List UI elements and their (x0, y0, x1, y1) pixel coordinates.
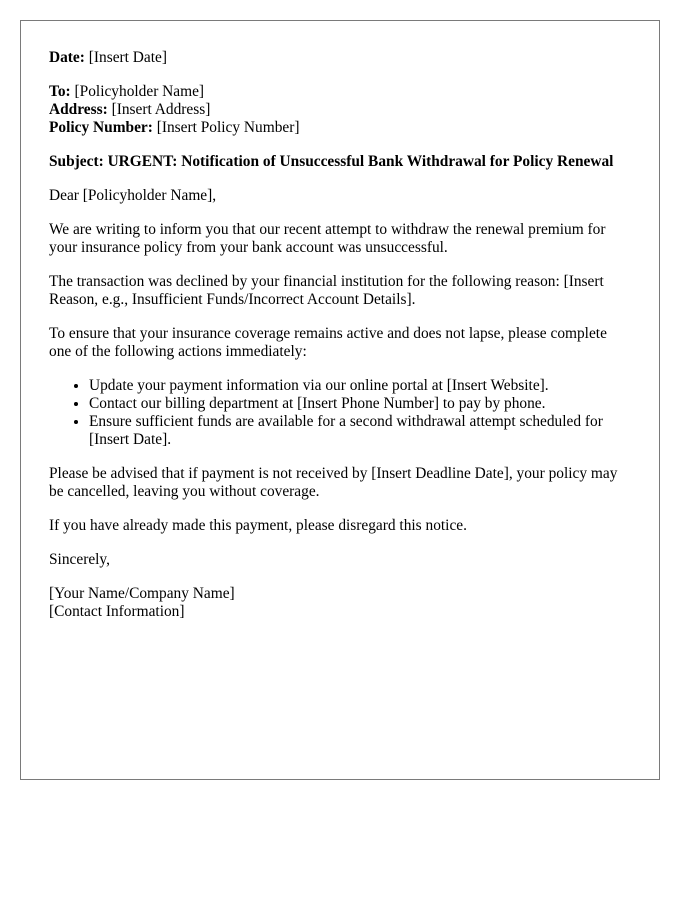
letter-page (20, 20, 660, 780)
paragraph-required-actions: To ensure that your insurance coverage remains active and does not lapse, please complete one of the following actions immediately: (49, 325, 607, 360)
salutation: Dear [Policyholder Name], (49, 187, 217, 204)
signature-contact: [Contact Information] (49, 603, 185, 620)
list-item: • Update your payment information via our online portal at [Insert Website]. (89, 377, 631, 395)
address-line (49, 101, 631, 119)
sign-off: Sincerely, (49, 551, 110, 568)
policy-number-value: [Insert Policy Number] (156, 119, 300, 136)
date-line (49, 49, 631, 67)
to-line (49, 83, 631, 101)
list-item: • Contact our billing department at [Insert Phone Number] to pay by phone. (89, 395, 631, 413)
signature-name: [Your Name/Company Name] (49, 585, 235, 602)
address-value: [Insert Address] (111, 101, 211, 118)
to-label: To: (49, 83, 71, 100)
recipient-block (49, 83, 631, 137)
date-value: [Insert Date] (88, 49, 167, 66)
date-label: Date: (49, 49, 85, 66)
subject-line: Subject: URGENT: Notification of Unsuccessful Bank Withdrawal for Policy Renewal (49, 153, 614, 170)
paragraph-cancellation-warning: Please be advised that if payment is not received by [Insert Deadline Date], your policy may be cancelled, leaving you without coverage. (49, 465, 618, 500)
actions-list (49, 377, 631, 449)
policy-number-line (49, 119, 631, 137)
address-label: Address: (49, 101, 108, 118)
to-value: [Policyholder Name] (74, 83, 205, 100)
paragraph-disregard-notice: If you have already made this payment, please disregard this notice. (49, 517, 467, 534)
policy-number-label: Policy Number: (49, 119, 153, 136)
paragraph-withdrawal-failed: We are writing to inform you that our recent attempt to withdraw the renewal premium for your insurance policy from your bank account was unsuccessful. (49, 221, 606, 256)
list-item: • Ensure sufficient funds are available for a second withdrawal attempt scheduled for [Insert Date]. (89, 413, 631, 449)
paragraph-decline-reason: The transaction was declined by your financial institution for the following reason: [Insert Reason, e.g., Insufficient Funds/Incorrect Account Details]. (49, 273, 604, 308)
